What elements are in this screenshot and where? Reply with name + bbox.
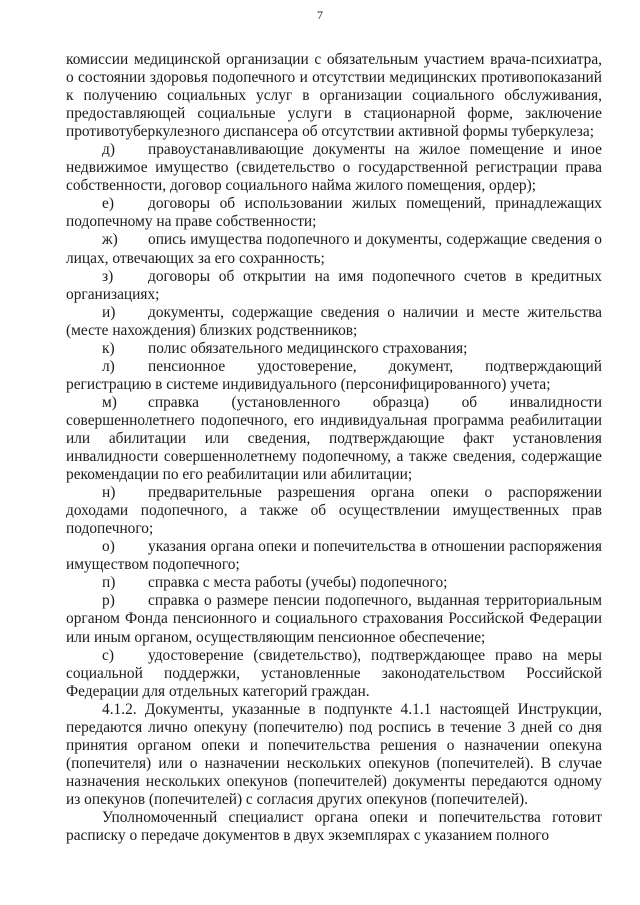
- list-item-letter: м): [102, 393, 117, 411]
- list-item-o: [66, 538, 602, 574]
- list-item-letter: п): [102, 574, 116, 592]
- list-item-d: [66, 141, 602, 195]
- page-number: 7: [317, 8, 323, 22]
- list-item-text: опись имущества подопечного и документы, содержащие сведения о лицах, отвечающих за его сохранность;: [66, 231, 602, 267]
- list-item-i: [66, 304, 602, 340]
- clause-4-1-2: 4.1.2. Документы, указанные в подпункте 4.1.1 настоящей Инструкции, передаются лично опекуну (попечителю) под роспись в течение 3 дней со дня принятия органом опеки и попечительства решения о назначении опекуна (попечителя) или о назначении нескольких опекунов (попечителей). В случае назначения нескольких опекунов (попечителей) документы передаются одному из опекунов (попечителей) с согласия других опекунов (попечителей).: [66, 700, 602, 808]
- list-item-p: [66, 574, 602, 592]
- list-item-z: [66, 268, 602, 304]
- list-item-letter: д): [102, 141, 115, 159]
- list-item-text: договоры об открытии на имя подопечного счетов в кредитных организациях;: [66, 267, 602, 303]
- list-item-zh: [66, 231, 602, 267]
- list-item-letter: к): [102, 339, 115, 357]
- intro-paragraph: комиссии медицинской организации с обязательным участием врача-психиатра, о состоянии здоровья подопечного и отсутствии медицинских противопоказаний к получению социальных услуг в организации социального обслуживания, предоставляющей социальные услуги в стационарной форме, заключение противотуберкулезного диспансера об отсутствии активной формы туберкулеза;: [66, 51, 602, 141]
- list-item-s: [66, 647, 602, 701]
- list-item-text: справка о размере пенсии подопечного, выданная территориальным органом Фонда пенсионного и социального страхования Российской Федерации или иным органом, осуществляющим пенсионное обеспечение;: [66, 592, 602, 646]
- list-item-letter: н): [102, 484, 116, 502]
- list-item-letter: з): [102, 267, 114, 285]
- list-item-m: [66, 394, 602, 484]
- list-item-r: [66, 592, 602, 646]
- list-item-letter: ж): [102, 231, 118, 249]
- list-item-text: пенсионное удостоверение, документ, подтверждающий регистрацию в системе индивидуального (персонифицированного) учета;: [66, 357, 602, 393]
- list-item-text: договоры об использовании жилых помещений, принадлежащих подопечному на праве собственности;: [66, 195, 602, 231]
- list-item-text: полис обязательного медицинского страхования;: [148, 339, 468, 357]
- list-item-text: справка с места работы (учебы) подопечного;: [148, 574, 448, 592]
- list-item-letter: е): [102, 195, 114, 213]
- list-item-text: документы, содержащие сведения о наличии и месте жительства (месте нахождения) близких родственников;: [66, 303, 602, 339]
- document-body: [66, 51, 602, 845]
- list-item-text: справка (установленного образца) об инвалидности совершеннолетнего подопечного, его индивидуальная программа реабилитации или абилитации или сведения, подтверждающие факт установления инвалидности совершеннолетнему подопечному, а также сведения, содержащие рекомендации по его реабилитации или абилитации;: [66, 393, 602, 484]
- list-item-text: удостоверение (свидетельство), подтверждающее право на меры социальной поддержки, установленные законодательством Российской Федерации для отдельных категорий граждан.: [66, 646, 602, 700]
- list-item-letter: л): [102, 357, 115, 375]
- list-item-letter: о): [102, 538, 115, 556]
- list-item-text: предварительные разрешения органа опеки о распоряжении доходами подопечного, а также об осуществлении имущественных прав подопечного;: [66, 484, 602, 538]
- list-item-letter: р): [102, 592, 115, 610]
- list-item-letter: с): [102, 646, 114, 664]
- list-item-k: [66, 340, 602, 358]
- list-item-letter: и): [102, 303, 116, 321]
- list-item-n: [66, 484, 602, 538]
- list-item-text: правоустанавливающие документы на жилое помещение и иное недвижимое имущество (свидетельство о государственной регистрации права собственности, договор социального найма жилого помещения, ордер);: [66, 141, 602, 195]
- list-item-l: [66, 358, 602, 394]
- list-item-e: [66, 195, 602, 231]
- final-paragraph: Уполномоченный специалист органа опеки и попечительства готовит расписку о передаче документов в двух экземплярах с указанием полного: [66, 808, 602, 845]
- list-item-text: указания органа опеки и попечительства в отношении распоряжения имуществом подопечного;: [66, 538, 602, 574]
